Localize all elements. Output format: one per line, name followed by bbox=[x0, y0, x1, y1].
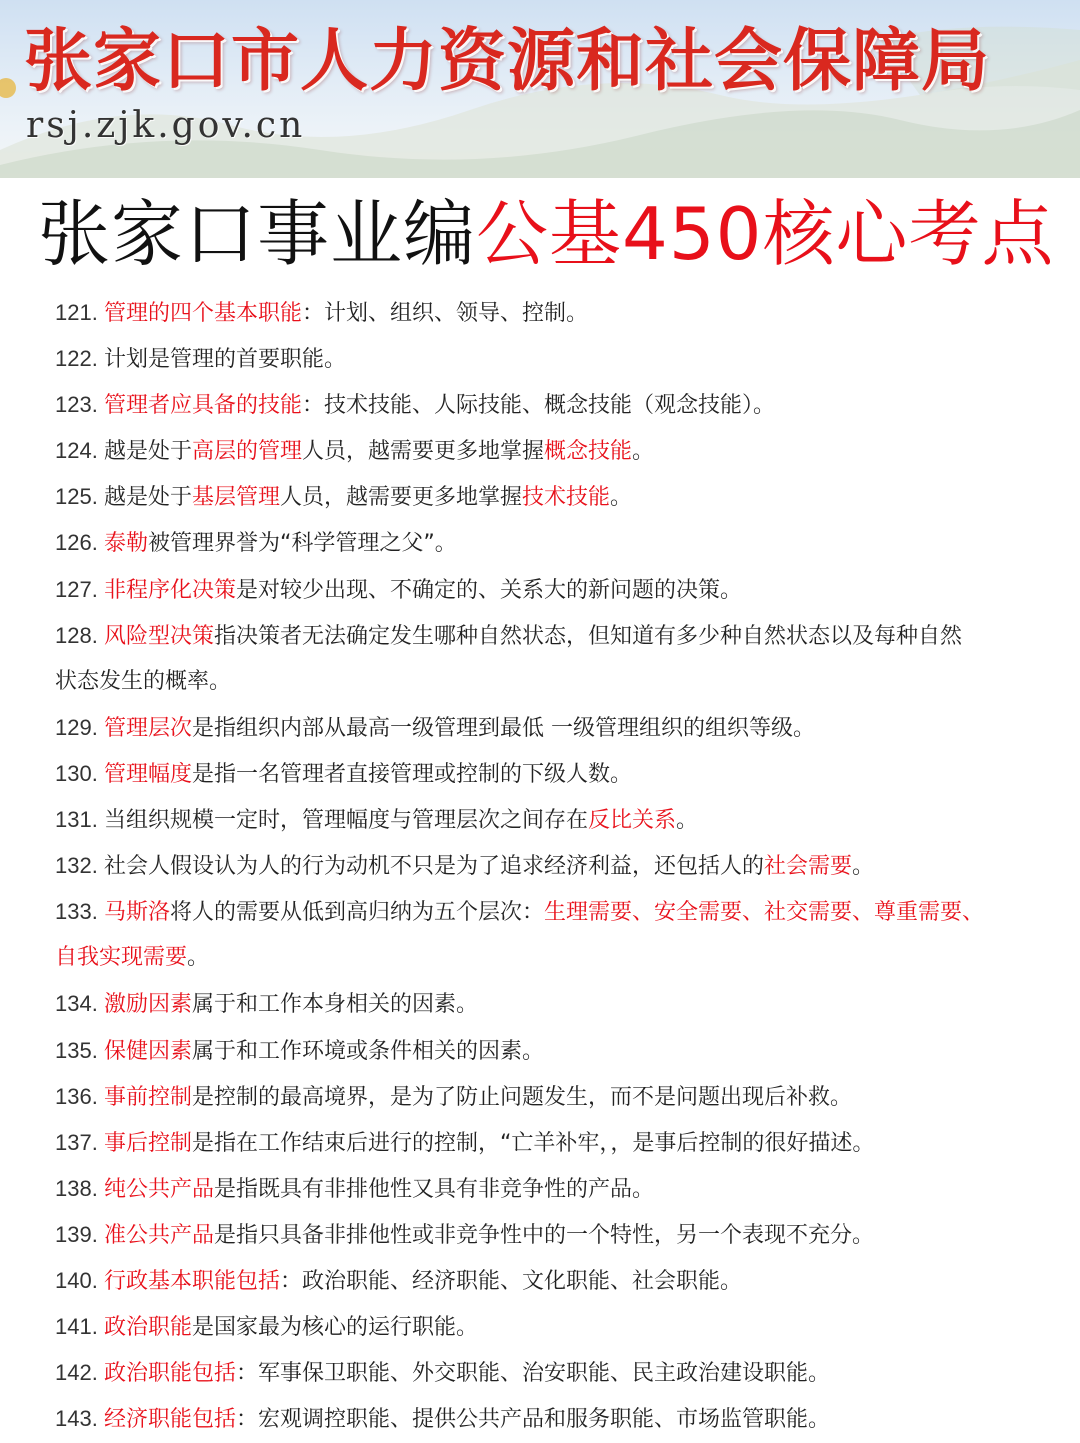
list-item bbox=[55, 889, 1045, 935]
item-number: 131. bbox=[55, 807, 104, 833]
list-item bbox=[55, 1074, 1045, 1120]
highlighted-text: 基层管理 bbox=[191, 485, 280, 511]
item-text: 。 bbox=[610, 485, 633, 511]
item-text: 属于和工作本身相关的因素。 bbox=[191, 992, 478, 1018]
item-text: 是指在工作结束后进行的控制，“亡羊补牢，，是事后控制的很好描述。 bbox=[191, 1130, 875, 1156]
list-item bbox=[55, 520, 1045, 566]
highlighted-text: 政治职能 bbox=[103, 1315, 192, 1341]
page-title bbox=[38, 192, 1055, 276]
key-points-list bbox=[55, 290, 1045, 1442]
item-text: 属于和工作环境或条件相关的因素。 bbox=[191, 1038, 544, 1064]
item-number: 135. bbox=[55, 1037, 104, 1063]
item-text: ：宏观调控职能、提供公共产品和服务职能、市场监管职能。 bbox=[235, 1407, 830, 1433]
item-number: 139. bbox=[55, 1221, 104, 1247]
highlighted-text: 事前控制 bbox=[103, 1084, 192, 1110]
highlighted-text: 纯公共产品 bbox=[103, 1176, 214, 1202]
highlighted-text: 泰勒 bbox=[103, 531, 148, 557]
item-text: 是指一名管理者直接管理或控制的下级人数。 bbox=[191, 761, 632, 787]
item-text: 。 bbox=[632, 439, 655, 465]
highlighted-text: 社会需要 bbox=[763, 854, 852, 880]
list-item bbox=[55, 382, 1045, 428]
highlighted-text: 管理层次 bbox=[103, 715, 192, 741]
list-item bbox=[55, 428, 1045, 474]
highlighted-text: 技术技能 bbox=[521, 485, 610, 511]
list-item bbox=[55, 935, 1045, 981]
item-number: 126. bbox=[55, 530, 104, 556]
item-number: 125. bbox=[55, 484, 104, 510]
item-number: 122. bbox=[55, 346, 104, 372]
highlighted-text: 马斯洛 bbox=[103, 900, 170, 926]
item-number: 129. bbox=[55, 714, 104, 740]
list-item bbox=[55, 981, 1045, 1027]
list-item bbox=[55, 336, 1045, 382]
item-text: 。 bbox=[851, 854, 874, 880]
list-item bbox=[55, 290, 1045, 336]
list-item bbox=[55, 705, 1045, 751]
item-number: 123. bbox=[55, 392, 104, 418]
list-item bbox=[55, 1166, 1045, 1212]
highlighted-text: 风险型决策 bbox=[103, 623, 214, 649]
item-text: 。 bbox=[187, 945, 210, 971]
item-number: 133. bbox=[55, 899, 104, 925]
highlighted-text: 高层的管理 bbox=[191, 439, 302, 465]
list-item bbox=[55, 1258, 1045, 1304]
list-item bbox=[55, 1350, 1045, 1396]
item-number: 142. bbox=[55, 1360, 104, 1386]
item-number: 134. bbox=[55, 991, 104, 1017]
list-item bbox=[55, 613, 1045, 659]
list-item bbox=[55, 1028, 1045, 1074]
item-number: 143. bbox=[55, 1406, 104, 1432]
highlighted-text: 经济职能包括 bbox=[103, 1407, 236, 1433]
item-number: 121. bbox=[55, 300, 104, 325]
item-number: 140. bbox=[55, 1267, 104, 1293]
list-item bbox=[55, 1304, 1045, 1350]
item-number: 136. bbox=[55, 1083, 104, 1109]
agency-title: 张家口市人力资源和社会保障局 bbox=[24, 22, 991, 101]
highlighted-text: 非程序化决策 bbox=[103, 577, 236, 603]
highlighted-text: 事后控制 bbox=[103, 1130, 192, 1156]
item-text: ：计划、组织、领导、控制。 bbox=[301, 301, 588, 326]
item-text: ：技术技能、人际技能、概念技能（观念技能）。 bbox=[301, 393, 775, 419]
item-number: 130. bbox=[55, 760, 104, 786]
highlighted-text: 行政基本职能包括 bbox=[103, 1268, 280, 1294]
highlighted-text: 生理需要、安全需要、社交需要、尊重需要、 bbox=[543, 900, 984, 926]
list-item bbox=[55, 1120, 1045, 1166]
item-text: 是指只具备非排他性或非竞争性中的一个特性，另一个表现不充分。 bbox=[213, 1222, 874, 1248]
highlighted-text: 反比关系 bbox=[587, 808, 676, 834]
item-text: 。 bbox=[675, 808, 698, 834]
highlighted-text: 准公共产品 bbox=[103, 1222, 214, 1248]
list-item bbox=[55, 1212, 1045, 1258]
list-item bbox=[55, 797, 1045, 843]
highlighted-text: 激励因素 bbox=[103, 992, 192, 1018]
item-number: 138. bbox=[55, 1175, 104, 1201]
item-text: ：军事保卫职能、外交职能、治安职能、民主政治建设职能。 bbox=[235, 1361, 830, 1387]
item-text: 是控制的最高境界，是为了防止问题发生，而不是问题出现后补救。 bbox=[191, 1084, 852, 1110]
agency-url: rsj.zjk.gov.cn bbox=[26, 105, 306, 146]
highlighted-text: 概念技能 bbox=[543, 439, 632, 465]
header-banner bbox=[0, 0, 1080, 178]
item-text: ：政治职能、经济职能、文化职能、社会职能。 bbox=[279, 1268, 742, 1294]
item-text: 人员，越需要更多地掌握 bbox=[279, 485, 522, 511]
list-item bbox=[55, 843, 1045, 889]
item-text: 是指组织内部从最高一级管理到最低 一级管理组织的组织等级。 bbox=[191, 715, 815, 741]
list-item bbox=[55, 567, 1045, 613]
item-number: 137. bbox=[55, 1129, 104, 1155]
list-item bbox=[55, 659, 1045, 705]
item-text: 是指既具有非排他性又具有非竞争性的产品。 bbox=[213, 1176, 654, 1202]
item-number: 141. bbox=[55, 1314, 104, 1340]
list-item bbox=[55, 474, 1045, 520]
highlighted-text: 保健因素 bbox=[103, 1038, 192, 1064]
highlighted-text: 管理者应具备的技能 bbox=[103, 393, 302, 419]
list-item bbox=[55, 1396, 1045, 1442]
item-text: 将人的需要从低到高归纳为五个层次： bbox=[169, 900, 544, 926]
page-title-red: 公基450核心考点 bbox=[476, 192, 1055, 276]
item-text: 人员，越需要更多地掌握 bbox=[301, 439, 544, 465]
item-text: 是对较少出现、不确定的、关系大的新问题的决策。 bbox=[235, 577, 742, 603]
item-text: 状态发生的概率。 bbox=[55, 668, 232, 694]
item-text: 指决策者无法确定发生哪种自然状态，但知道有多少种自然状态以及每种自然 bbox=[213, 623, 962, 649]
highlighted-text: 管理幅度 bbox=[103, 761, 192, 787]
highlighted-text: 政治职能包括 bbox=[103, 1361, 236, 1387]
item-text: 越是处于 bbox=[103, 485, 192, 511]
item-text: 计划是管理的首要职能。 bbox=[103, 347, 346, 373]
item-text: 当组织规模一定时，管理幅度与管理层次之间存在 bbox=[103, 808, 588, 834]
page-title-black: 张家口事业编 bbox=[38, 192, 477, 276]
item-number: 127. bbox=[55, 576, 104, 602]
item-number: 132. bbox=[55, 853, 104, 879]
item-number: 124. bbox=[55, 438, 104, 464]
item-number: 128. bbox=[55, 622, 104, 648]
highlighted-text: 自我实现需要 bbox=[55, 945, 188, 971]
highlighted-text: 管理的四个基本职能 bbox=[103, 301, 302, 326]
item-text: 社会人假设认为人的行为动机不只是为了追求经济利益，还包括人的 bbox=[103, 854, 764, 880]
item-text: 是国家最为核心的运行职能。 bbox=[191, 1315, 478, 1341]
item-text: 越是处于 bbox=[103, 439, 192, 465]
list-item bbox=[55, 751, 1045, 797]
item-text: 被管理界誉为“科学管理之父”。 bbox=[147, 531, 457, 557]
